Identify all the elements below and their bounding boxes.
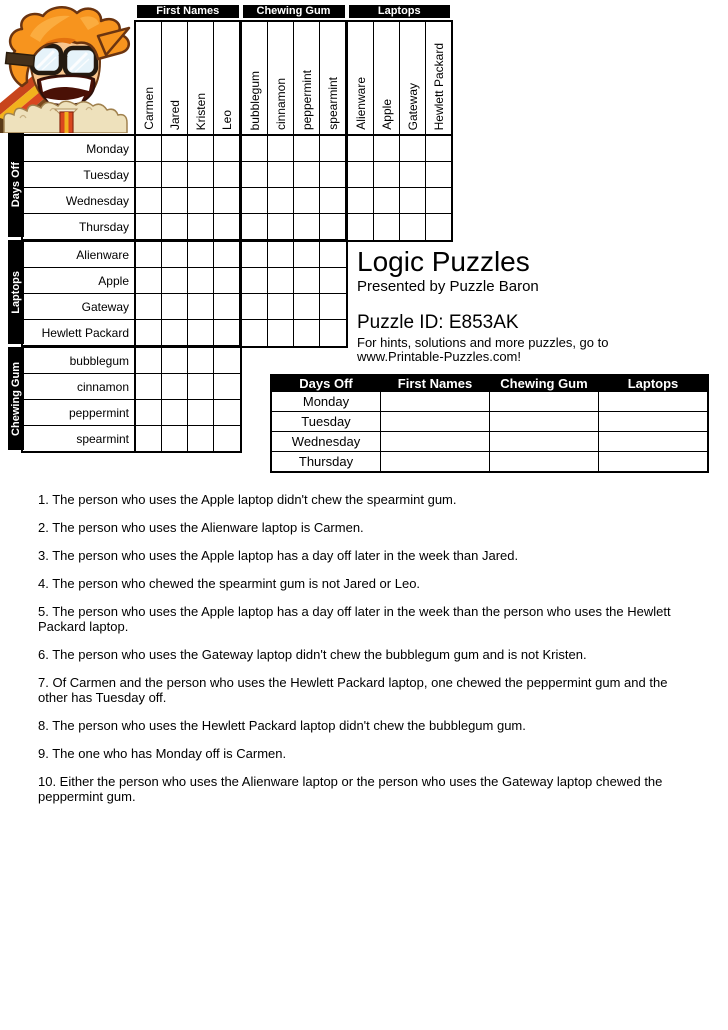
grid-cell[interactable] [162,320,188,347]
grid-cell[interactable] [347,214,374,241]
grid-cell[interactable] [294,162,320,188]
grid-cell[interactable] [214,162,241,188]
grid-cell[interactable] [188,400,214,426]
answer-cell[interactable] [381,412,490,432]
grid-cell[interactable] [294,214,320,241]
grid-cell[interactable] [320,268,347,294]
grid-cell[interactable] [268,214,294,241]
grid-cell[interactable] [241,135,268,162]
grid-cell[interactable] [268,135,294,162]
grid-cell[interactable] [135,268,162,294]
grid-cell[interactable] [268,188,294,214]
column-label: Alienware [353,77,368,130]
row-label: Gateway [22,294,135,320]
grid-cell[interactable] [162,400,188,426]
clue: 7. Of Carmen and the person who uses the Hewlett Packard laptop, one chewed the peppermint gum and the other has Tuesday off. [38,675,668,705]
column-label-cell [426,21,453,135]
grid-cell[interactable] [320,188,347,214]
column-label-cell [347,21,374,135]
grid-cell[interactable] [294,241,320,268]
grid-cell[interactable] [400,162,426,188]
grid-cell[interactable] [188,214,214,241]
row-group-label-chewing-gum: Chewing Gum [8,347,24,450]
grid-cell[interactable] [214,268,241,294]
answer-cell[interactable] [599,432,709,452]
row-label: peppermint [22,400,135,426]
grid-cell[interactable] [162,162,188,188]
grid-cell[interactable] [135,188,162,214]
answer-day-label: Thursday [271,452,381,473]
grid-cell[interactable] [294,188,320,214]
answer-cell[interactable] [381,432,490,452]
answer-cell[interactable] [490,452,599,473]
column-label-cell [294,21,320,135]
grid-cell[interactable] [320,162,347,188]
website-url: www.Printable-Puzzles.com! [357,349,521,364]
row-label: cinnamon [22,374,135,400]
grid-cell[interactable] [214,241,241,268]
column-label: Leo [219,109,234,130]
answer-table [270,374,709,473]
column-group-header: Chewing Gum [243,5,345,18]
grid-cell[interactable] [135,162,162,188]
grid-cell[interactable] [374,135,400,162]
grid-cell[interactable] [374,162,400,188]
grid-cell[interactable] [188,268,214,294]
grid-cell[interactable] [294,320,320,347]
row-label: Thursday [22,214,135,241]
grid-cell[interactable] [320,241,347,268]
grid-cell[interactable] [400,188,426,214]
clue: 8. The person who uses the Hewlett Packard laptop didn't chew the bubblegum gum. [38,718,526,733]
clue-list [38,492,696,817]
column-group-header: First Names [137,5,239,18]
column-label-cell [374,21,400,135]
column-label-cell [400,21,426,135]
grid-cell[interactable] [188,374,214,400]
row-label: Monday [22,135,135,162]
page-title: Logic Puzzles [357,246,530,277]
row-label: spearmint [22,426,135,453]
grid-cell[interactable] [347,188,374,214]
answer-cell[interactable] [490,392,599,412]
column-label: bubblegum [247,70,262,130]
clue: 2. The person who uses the Alienware laptop is Carmen. [38,520,364,535]
grid-cell[interactable] [214,374,241,400]
grid-cell[interactable] [188,162,214,188]
column-label-cell [214,21,241,135]
row-group-label-days-off: Days Off [8,133,24,237]
grid-cell[interactable] [214,294,241,320]
grid-cell[interactable] [162,374,188,400]
column-group-header: Laptops [349,5,451,18]
grid-cell[interactable] [241,241,268,268]
grid-cell[interactable] [241,268,268,294]
column-label: Kristen [193,92,208,130]
clue: 5. The person who uses the Apple laptop has a day off later in the week than the person who uses the Hewlett Packard laptop. [38,604,671,634]
answer-cell[interactable] [599,452,709,473]
column-label-cell [241,21,268,135]
column-label-cell [320,21,347,135]
row-label: Alienware [22,241,135,268]
grid-cell[interactable] [162,426,188,453]
row-label: Apple [22,268,135,294]
grid-cell[interactable] [188,294,214,320]
answer-header: First Names [381,375,490,392]
grid-cell[interactable] [135,347,162,374]
clue: 10. Either the person who uses the Alienware laptop or the person who uses the Gateway laptop chewed the peppermint gum. [38,774,663,804]
grid-cell[interactable] [162,214,188,241]
row-label: bubblegum [22,347,135,374]
grid-cell[interactable] [214,426,241,453]
clue: 4. The person who chewed the spearmint gum is not Jared or Leo. [38,576,421,591]
clue: 3. The person who uses the Apple laptop has a day off later in the week than Jared. [38,548,519,563]
grid-cell[interactable] [135,320,162,347]
grid-cell[interactable] [188,347,214,374]
column-label: cinnamon [273,77,288,130]
grid-cell[interactable] [426,188,453,214]
grid-cell[interactable] [241,214,268,241]
answer-header: Laptops [599,375,709,392]
column-label: Hewlett Packard [431,42,446,130]
grid-cell[interactable] [214,320,241,347]
grid-cell[interactable] [294,268,320,294]
grid-cell[interactable] [188,320,214,347]
column-label: Carmen [141,87,156,130]
grid-cell[interactable] [162,135,188,162]
grid-cell[interactable] [268,241,294,268]
column-label-cell [135,21,162,135]
grid-cell[interactable] [320,294,347,320]
column-label: Jared [167,99,182,130]
hint-text: For hints, solutions and more puzzles, go to www.Printable-Puzzles.com! [357,335,609,364]
grid-cell[interactable] [241,162,268,188]
grid-cell[interactable] [268,294,294,320]
grid-cell[interactable] [135,374,162,400]
grid-cell[interactable] [400,135,426,162]
answer-header: Days Off [271,375,381,392]
grid-cell[interactable] [188,188,214,214]
row-label: Wednesday [22,188,135,214]
grid-cell[interactable] [135,214,162,241]
grid-cell[interactable] [374,214,400,241]
clue: 9. The one who has Monday off is Carmen. [38,746,287,761]
grid-cell[interactable] [214,188,241,214]
grid-cell[interactable] [162,294,188,320]
answer-header: Chewing Gum [490,375,599,392]
row-group-label-laptops: Laptops [8,240,24,344]
puzzle-id: Puzzle ID: E853AK [357,312,519,333]
column-label-cell [188,21,214,135]
answer-day-label: Tuesday [271,412,381,432]
grid-cell[interactable] [188,135,214,162]
grid-cell[interactable] [241,188,268,214]
grid-cell[interactable] [135,241,162,268]
grid-cell[interactable] [268,268,294,294]
grid-cell[interactable] [214,135,241,162]
grid-cell[interactable] [135,426,162,453]
grid-corner [22,5,135,135]
grid-cell[interactable] [188,426,214,453]
clue: 1. The person who uses the Apple laptop didn't chew the spearmint gum. [38,492,457,507]
grid-cell[interactable] [162,241,188,268]
grid-cell[interactable] [214,347,241,374]
grid-cell[interactable] [162,268,188,294]
answer-day-label: Wednesday [271,432,381,452]
grid-cell[interactable] [320,135,347,162]
column-label-cell [268,21,294,135]
column-label: Apple [379,99,394,130]
grid-cell[interactable] [294,294,320,320]
column-label: Gateway [405,82,420,130]
grid-cell[interactable] [135,294,162,320]
answer-cell[interactable] [381,392,490,412]
grid-cell[interactable] [268,162,294,188]
grid-cell[interactable] [294,135,320,162]
title-block [357,246,608,364]
row-label: Hewlett Packard [22,320,135,347]
grid-cell[interactable] [347,162,374,188]
grid-cell[interactable] [241,320,268,347]
column-label-cell [162,21,188,135]
row-label: Tuesday [22,162,135,188]
grid-cell[interactable] [320,214,347,241]
answer-cell[interactable] [599,392,709,412]
grid-cell[interactable] [241,294,268,320]
grid-cell[interactable] [426,135,453,162]
grid-cell[interactable] [426,162,453,188]
grid-cell[interactable] [214,214,241,241]
column-label: spearmint [325,77,340,130]
grid-cell[interactable] [162,347,188,374]
grid-cell[interactable] [426,214,453,241]
grid-cell[interactable] [188,241,214,268]
grid-cell[interactable] [347,135,374,162]
answer-cell[interactable] [490,412,599,432]
answer-cell[interactable] [490,432,599,452]
grid-cell[interactable] [162,188,188,214]
grid-cell[interactable] [400,214,426,241]
column-label: peppermint [299,69,314,130]
page-subtitle: Presented by Puzzle Baron [357,278,539,295]
grid-cell[interactable] [135,400,162,426]
grid-cell[interactable] [320,320,347,347]
grid-cell[interactable] [268,320,294,347]
clue: 6. The person who uses the Gateway laptop didn't chew the bubblegum gum and is not Kristen. [38,647,587,662]
answer-day-label: Monday [271,392,381,412]
grid-cell[interactable] [135,135,162,162]
grid-cell[interactable] [214,400,241,426]
answer-cell[interactable] [381,452,490,473]
grid-cell[interactable] [374,188,400,214]
answer-cell[interactable] [599,412,709,432]
